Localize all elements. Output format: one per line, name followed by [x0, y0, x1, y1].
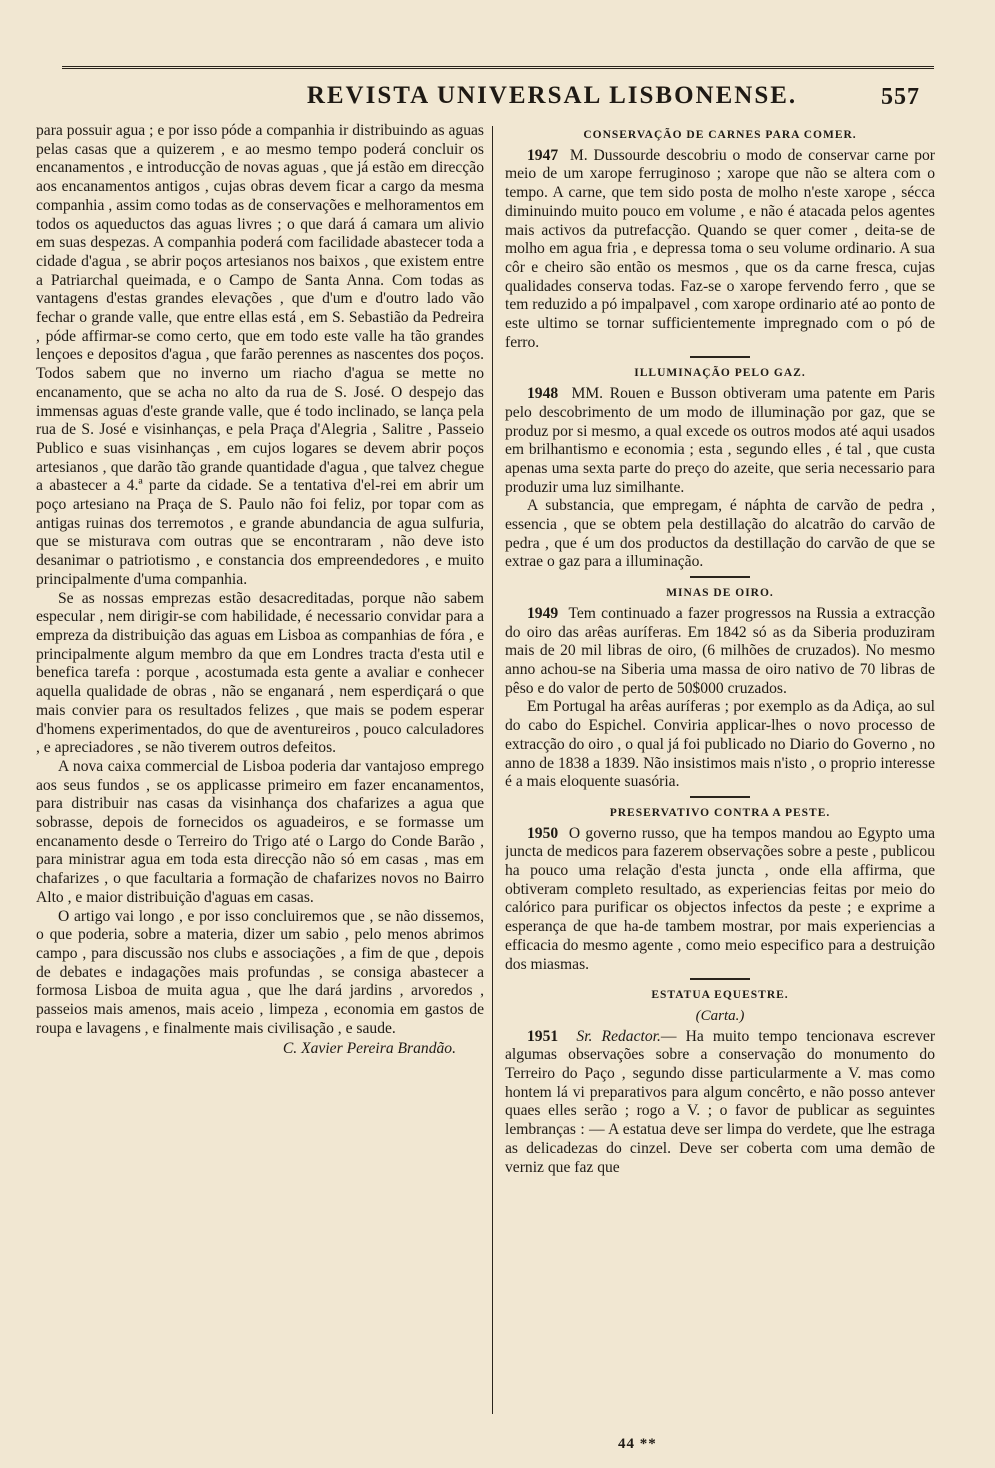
- section-paragraph: [505, 825, 935, 975]
- section-separator: [690, 576, 750, 578]
- signature-mark: 44 **: [618, 1436, 657, 1452]
- section-paragraph: Em Portugal ha arêas auríferas ; por exemplo as da Adiça, ao sul do cabo do Espichel. Conviria applicar-lhes o novo processo de extracção do oiro , o qual já foi publicado no Diario do Governo , no anno de 1838 a 1839. Não insistimos mais n'isto , o proprio interesse é a mais eloquente suasória.: [505, 698, 935, 791]
- author-signature: C. Xavier Pereira Brandão.: [282, 1040, 456, 1058]
- masthead-title: REVISTA UNIVERSAL LISBONENSE.: [306, 82, 798, 109]
- section-separator: [690, 978, 750, 980]
- item-number: 1950: [527, 824, 559, 842]
- article-paragraph: Se as nossas emprezas estão desacreditadas, porque não sabem especular , nem dirigir-se com habilidade, é necessario convidar para a empreza da distribuição das aguas em Lisboa as companhias de fóra , e principalmente algum membro da que em Londres tracta d'esta util e benefica tarefa : porque , acostumada esta gente a avaliar e conhecer aquella qualidade de obras , não se enganará , nem esperdiçará o que mais convier para os resultados felizes , que mais se podem esperar d'homens experimentados, do que de aventureiros , pouco calculadores , e apreciadores , se não tiverem outros defeitos.: [36, 589, 484, 757]
- header-double-rule: [62, 66, 934, 69]
- section-title: PRESERVATIVO CONTRA A PESTE.: [609, 806, 831, 819]
- column-divider: [492, 126, 493, 1414]
- section-title: ILLUMINAÇÃO PELO GAZ.: [634, 367, 806, 380]
- left-column: [36, 122, 484, 1412]
- article-paragraph: O artigo vai longo , e por isso concluiremos que , se não dissemos, o que poderia, sobre a materia, dizer um sabio , pelo menos abrimos campo , para discussão nos clubs e associações , a fim de que , depois de debates e indagações mais profundas , se consiga abastecer a formosa Lisboa de muita agua , que lhe dará jardins , arvoredos , passeios mais amenos, mais aceio , limpeza , economia em gastos de roupa e lavagens , e finalmente mais civilisação , e saude.: [36, 907, 484, 1037]
- section-paragraph: [505, 385, 935, 497]
- section-subtitle: (Carta.): [695, 1007, 745, 1024]
- page-header: [62, 76, 934, 120]
- section-paragraph: A substancia, que empregam, é náphta de carvão de pedra , essencia , que se obtem pela destillação do alcatrão do carvão de pedra , que é um dos productos da destillação do carvão de que se extrae o gaz para a illuminação.: [505, 497, 935, 571]
- section-separator: [690, 356, 750, 358]
- section-paragraph: [505, 605, 935, 699]
- letter-salutation: Sr. Redactor.: [576, 1027, 661, 1045]
- item-number: 1948: [527, 385, 559, 403]
- item-number: 1947: [527, 146, 559, 164]
- section-separator: [690, 796, 750, 798]
- item-text: — Ha muito tempo tencionava escrever algumas observações sobre a conservação do monumento do Terreiro do Paço , segundo disse particularmente a V. mas como hontem lá vi preparativos para algum concêrto, e não posso antever quaes elles serão ; rogo a V. ; o favor de publicar as seguintes lembranças : — A estatua deve ser limpa do verdete, que lhe estraga as delicadezas do cinzel. Deve ser coberta com uma demão de verniz que faz que: [505, 1027, 935, 1176]
- item-text: MM. Rouen e Busson obtiveram uma patente em Paris pelo descobrimento de um modo de illuminação por gaz, que se produz por si mesmo, a qual excede os outros modos até aqui usados em brilhantismo e economia ; esta , segundo elles , é tal , que custa apenas uma sexta parte do preço do azeite, que seria necessario para produzir uma luz similhante.: [505, 385, 935, 496]
- item-number: 1951: [527, 1027, 559, 1045]
- article-paragraph: para possuir agua ; e por isso póde a companhia ir distribuindo as aguas pelas casas que a quizerem , e ao mesmo tempo poderá concluir os encanamentos , e introducção de novas aguas , que já estão em direcção aos encanamentos antigos , cujas obras devem ficar a cargo da mesma companhia , assim como todas as de conservações e melhoramentos em todos os aqueductos das aguas livres ; o que dará á camara um alivio em suas despezas. A companhia poderá com facilidade abastecer toda a cidade d'agua , se abrir poços artesianos nos baixos , que existem entre a Patriarchal queimada, e o Campo de Santa Anna. Com todas as vantagens d'estas grandes elevações , que d'um e d'outro lado vão fechar o grande valle, que entre ellas está , em S. Sebastião da Pedreira , póde affirmar-se como certo, que em todo este valle ha tão grandes lençoes e depositos d'agua , que farão perennes as nascentes dos poços. Todos sabem que no inverno um riacho d'agua se mette no encanamento, que se acha no alto da rua de S. José. O despejo das immensas aguas d'este grande valle, que é todo inclinado, se lança pela rua de S. José e visinhanças, e pela Praça d'Alegria , Salitre , Passeio Publico e suas visinhanças , em cujos logares se devem abrir poços artesianos , que darão tão grande quantidade d'agua , que talvez chegue a abastecer a 4.ª parte da cidade. Se a tentativa d'el-rei em abrir um poço artesiano na Praça de S. Paulo não foi feliz, por topar com as antigas ruinas dos terremotos , e grande abundancia de agua sulfuria, que se misturava com outras que se encontraram , não deve isto desanimar o patriotismo , e constancia dos empreendedores , e muito principalmente d'uma companhia.: [36, 122, 484, 588]
- section-title: MINAS DE OIRO.: [666, 587, 774, 600]
- right-column: [505, 122, 935, 1412]
- section-paragraph: [505, 1028, 935, 1178]
- item-number: 1949: [527, 604, 559, 622]
- item-text: M. Dussourde descobriu o modo de conservar carne por meio de um xarope ferruginoso ; xarope que não se altera com o tempo. A carne, que tem sido posta de molho n'este xarope , sécca diminuindo muito pouco em volume , e não é atacada pelos agentes mais activos da putrefacção. Quando se quer comer , deita-se de molho em agua fria , e depressa toma o seu volume ordinario. A sua côr e cheiro são então os mesmos , que os da carne fresca, cujas qualidades conserva todas. Faz-se o xarope fervendo ferro , que se tem reduzido a pó impalpavel , com xarope ordinario até ao ponto de este ultimo se tornar sufficientemente impregnado com o pó de ferro.: [505, 146, 935, 351]
- item-text: Tem continuado a fazer progressos na Russia a extracção do oiro das arêas auríferas. Em 1842 só as da Siberia produziram mais de 20 mil libras de oiro, (6 milhões de cruzados). No mesmo anno achou-se na Siberia uma massa de oiro nativo de 70 libras de pêso e do valor de perto de 50$000 cruzados.: [505, 604, 935, 697]
- item-text: O governo russo, que ha tempos mandou ao Egypto uma juncta de medicos para fazerem observações sobre a peste , publicou ha pouco uma relação d'esta juncta , onde ella affirma, que obtiveram completo resultado, as experiencias feitas por meio do calórico para purificar os objectos infectos da peste ; e exprime a esperança de que ha-de tambem mostrar, por mais experiencias a efficacia do mesmo agente , como meio especifico para a destruição dos miasmas.: [505, 824, 935, 973]
- section-title: CONSERVAÇÃO DE CARNES PARA COMER.: [583, 129, 857, 141]
- article-paragraph: A nova caixa commercial de Lisboa poderia dar vantajoso emprego aos seus fundos , se os applicasse primeiro em fazer encanamentos, para distribuir nas casas da visinhança dos chafarizes a agua que sobrasse, depois de fornecidos os aguadeiros, e se formasse um encanamento desde o Terreiro do Trigo até o Largo do Conde Barão , para ministrar agua em toda esta direcção não só em casas , mas em chafarizes , o que facultaria a formação de chafarizes novos no Bairro Alto , e maior distribuição d'aguas em casas.: [36, 757, 484, 906]
- section-paragraph: [505, 147, 935, 353]
- page-number: 557: [881, 84, 920, 110]
- section-title: ESTATUA EQUESTRE.: [651, 989, 789, 1002]
